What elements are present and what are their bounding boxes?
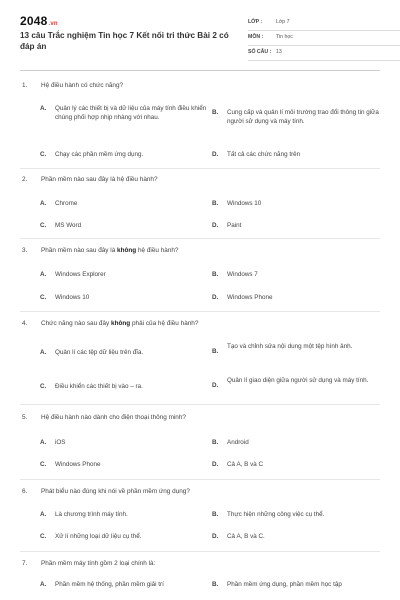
option-letter: D. <box>212 222 219 229</box>
question-number: 3. <box>22 247 28 254</box>
question-number: 5. <box>22 414 28 421</box>
option-letter: C. <box>40 383 47 390</box>
question-text-pre: Phát biểu nào đúng khi nói về phần mềm ứng dụng? <box>41 488 190 495</box>
question-text-pre: Phần mềm nào sau đây là hệ điều hành? <box>41 176 158 183</box>
option-text: Windows 10 <box>227 200 262 207</box>
option-text: Tạo và chỉnh sửa nội dung một tệp hình ảnh. <box>227 343 353 350</box>
question-5 <box>22 414 380 472</box>
option-letter: B. <box>212 271 219 278</box>
option-letter: A. <box>40 511 47 518</box>
option-letter: A. <box>40 271 47 278</box>
option-text: Tất cả các chức năng trên <box>227 151 301 158</box>
option-letter: D. <box>212 382 219 389</box>
option-text: MS Word <box>55 222 82 229</box>
option-text: Quản lí các tệp dữ liệu trên đĩa. <box>55 349 144 356</box>
question-3 <box>22 247 380 305</box>
option-text: Chrome <box>55 200 78 207</box>
question-text <box>41 414 371 422</box>
question-text-pre: Phần mềm nào sau đây là <box>41 247 118 254</box>
meta-table <box>248 16 400 61</box>
option-letter: A. <box>40 105 47 112</box>
option-text: Windows 10 <box>55 294 90 301</box>
question-text <box>41 320 371 328</box>
header-divider <box>20 70 380 71</box>
option-text: Là chương trình máy tính. <box>55 511 128 518</box>
option-text: Quản lý các thiết bị và dữ liệu của máy tính điều khiển chúng phối hợp nhịp nhàng với nhau. <box>55 105 207 121</box>
question-text-emphasis: không <box>117 247 137 254</box>
question-text <box>41 176 371 184</box>
option-text: Cung cấp và quản lí môi trường trao đổi thông tin giữa người sử dụng và máy tính. <box>227 109 379 125</box>
option-letter: A. <box>40 349 47 356</box>
option-letter: B. <box>212 109 219 116</box>
option-letter: C. <box>40 294 47 301</box>
option-letter: C. <box>40 461 47 468</box>
option-letter: B. <box>212 439 219 446</box>
option-text: Windows 7 <box>227 271 258 278</box>
question-number: 6. <box>22 488 28 495</box>
option-letter: C. <box>40 151 47 158</box>
option-letter: B. <box>212 511 219 518</box>
option-text: Windows Phone <box>55 461 101 468</box>
meta-value: Tin học <box>276 34 293 40</box>
question-text-pre: Chức năng nào sau đây <box>41 320 112 327</box>
option-text: Paint <box>227 222 242 229</box>
option-letter: D. <box>212 294 219 301</box>
logo-suffix: .vn <box>48 21 58 27</box>
question-1 <box>22 82 380 164</box>
meta-key: LỚP : <box>248 19 263 25</box>
question-text-pre: Hệ điều hành nào dành cho điện thoại thông minh? <box>41 414 186 421</box>
option-text: Chạy các phần mềm ứng dụng. <box>55 151 144 158</box>
site-logo[interactable] <box>20 14 58 28</box>
question-text-pre: Phần mềm máy tính gồm 2 loại chính là: <box>41 560 156 567</box>
option-letter: A. <box>40 581 47 588</box>
option-letter: A. <box>40 200 47 207</box>
option-text: Android <box>227 439 249 446</box>
option-text: Quản lí giao diện giữa người sử dụng và máy tính. <box>227 377 369 384</box>
meta-row-class <box>248 16 400 31</box>
question-separator <box>20 168 380 169</box>
document-title: 13 câu Trắc nghiệm Tin học 7 Kết nối tri thức Bài 2 có đáp án <box>20 31 229 51</box>
question-separator <box>20 311 380 312</box>
question-text <box>41 560 371 568</box>
option-text: iOS <box>55 439 66 446</box>
question-text-emphasis: không <box>111 320 131 327</box>
option-letter: B. <box>212 348 219 355</box>
option-text: Windows Explorer <box>55 271 106 278</box>
question-text <box>41 82 371 90</box>
option-text: Phần mềm hệ thống, phần mềm giải trí <box>55 581 164 588</box>
logo-main: 2048 <box>20 14 48 28</box>
page-header <box>20 14 380 64</box>
question-text-post: phải của hệ điều hành? <box>130 320 199 327</box>
meta-row-subject <box>248 31 400 46</box>
option-letter: B. <box>212 200 219 207</box>
meta-value: Lớp 7 <box>276 19 290 25</box>
question-text-pre: Hệ điều hành có chức năng? <box>41 82 124 89</box>
option-text: Xử lí những loại dữ liệu cụ thể. <box>55 533 142 540</box>
question-number: 4. <box>22 320 28 327</box>
question-separator <box>20 479 380 480</box>
option-text: Windows Phone <box>227 294 273 301</box>
meta-key: SỐ CÂU : <box>248 49 272 55</box>
question-separator <box>20 238 380 239</box>
option-letter: D. <box>212 461 219 468</box>
question-text <box>41 247 371 255</box>
option-letter: B. <box>212 581 219 588</box>
question-7 <box>22 560 380 596</box>
question-2 <box>22 176 380 234</box>
option-text: Cả A, B và C. <box>227 533 265 540</box>
meta-key: MÔN : <box>248 34 264 40</box>
option-letter: C. <box>40 533 47 540</box>
question-text-post: hệ điều hành? <box>136 247 179 254</box>
option-text: Phần mềm ứng dụng, phần mềm học tập <box>227 581 342 588</box>
option-text: Điều khiển các thiết bị vào – ra. <box>55 383 143 390</box>
question-number: 2. <box>22 176 28 183</box>
option-letter: D. <box>212 533 219 540</box>
question-separator <box>20 404 380 405</box>
question-6 <box>22 488 380 546</box>
question-number: 7. <box>22 560 28 567</box>
question-separator <box>20 551 380 552</box>
option-letter: A. <box>40 439 47 446</box>
meta-value: 13 <box>276 49 282 55</box>
meta-row-count <box>248 46 400 61</box>
question-4 <box>22 320 380 398</box>
option-text: Cả A, B và C <box>227 461 264 468</box>
option-letter: C. <box>40 222 47 229</box>
question-number: 1. <box>22 82 28 89</box>
question-text <box>41 488 371 496</box>
option-text: Thực hiện những công việc cụ thể. <box>227 511 325 518</box>
option-letter: D. <box>212 151 219 158</box>
